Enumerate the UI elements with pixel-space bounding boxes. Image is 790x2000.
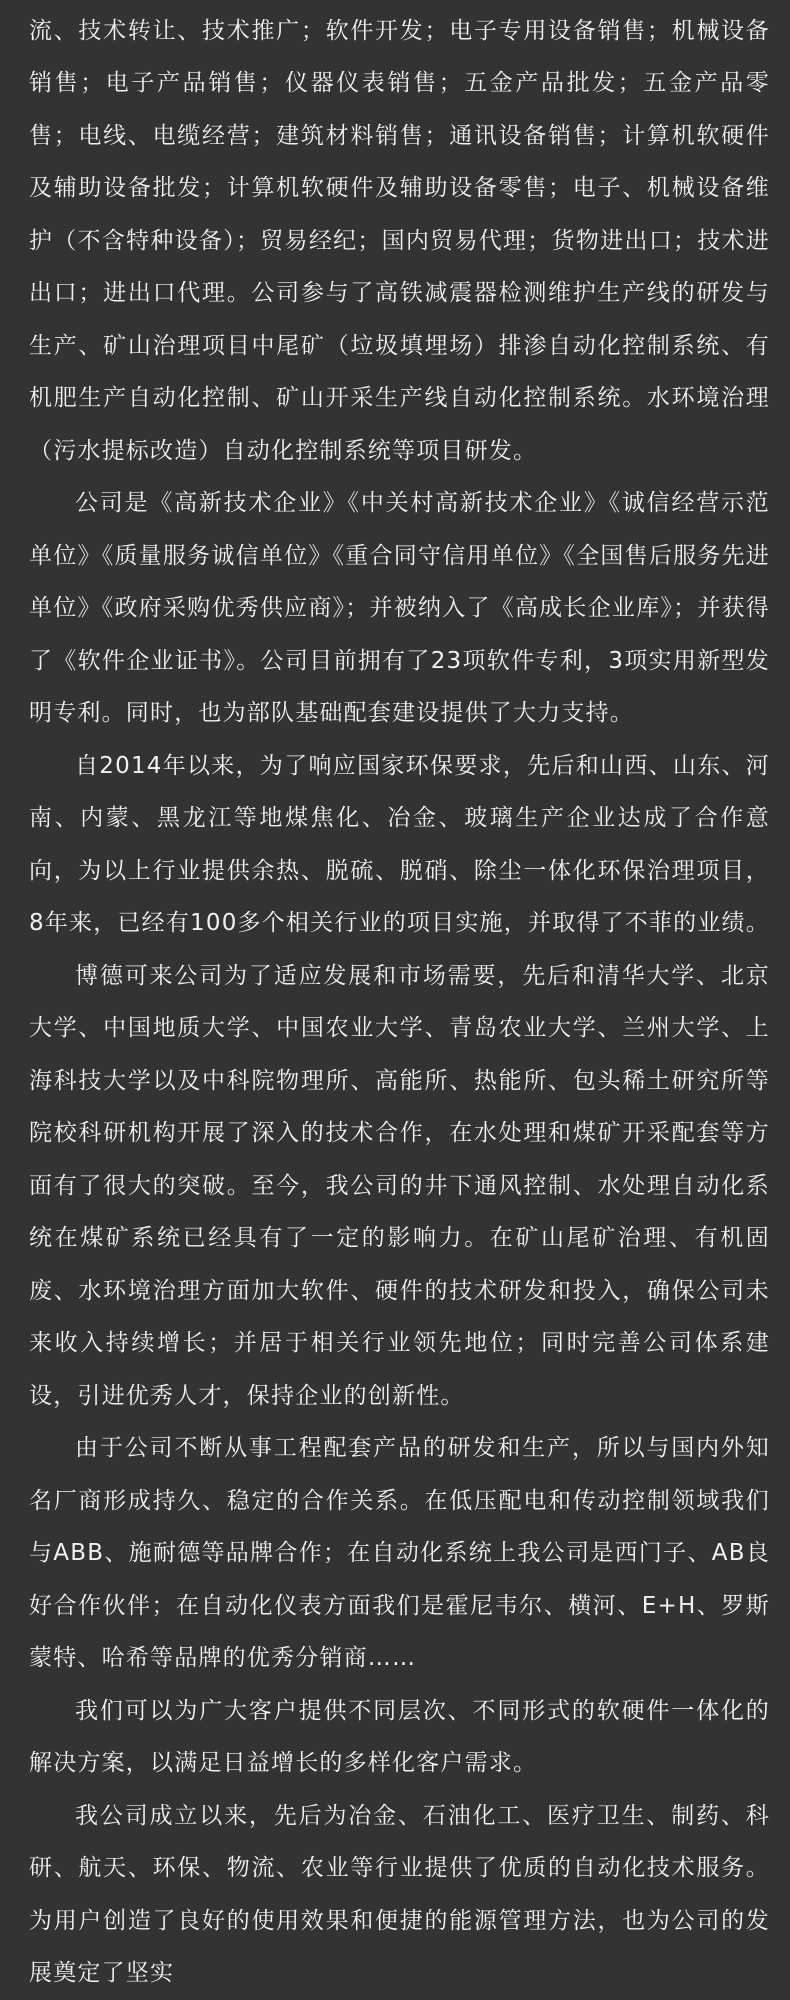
paragraph-environmental-projects: 自2014年以来，为了响应国家环保要求，先后和山西、山东、河南、内蒙、黑龙江等地煤焦化、冶金、玻璃生产企业达成了合作意向，为以上行业提供余热、脱硫、脱硝、除尘一体化环保治理项目，8年来，已经有100多个相关行业的项目实施，并取得了不菲的业绩。 <box>29 752 770 936</box>
paragraph-brand-partners: 由于公司不断从事工程配套产品的研发和生产，所以与国内外知名厂商形成持久、稳定的合作关系。在低压配电和传动控制领域我们与ABB、施耐德等品牌合作；在自动化系统上我公司是西门子、AB良好合作伙伴；在自动化仪表方面我们是霍尼韦尔、横河、E+H、罗斯蒙特、哈希等品牌的优秀分销商…… <box>29 1435 770 1671</box>
paragraph-qualifications: 公司是《高新技术企业》《中关村高新技术企业》《诚信经营示范单位》《质量服务诚信单位》《重合同守信用单位》《全国售后服务先进单位》《政府采购优秀供应商》；并被纳入了《高成长企业库》；并获得了《软件企业证书》。公司目前拥有了23项软件专利，3项实用新型发明专利。同时，也为部队基础配套建设提供了大力支持。 <box>29 490 770 726</box>
paragraph-university-cooperation: 博德可来公司为了适应发展和市场需要，先后和清华大学、北京大学、中国地质大学、中国农业大学、青岛农业大学、兰州大学、上海科技大学以及中科院物理所、高能所、热能所、包头稀土研究所等院校科研机构开展了深入的技术合作，在水处理和煤矿开采配套等方面有了很大的突破。至今，我公司的井下通风控制、水处理自动化系统在煤矿系统已经具有了一定的影响力。在矿山尾矿治理、有机固废、水环境治理方面加大软件、硬件的技术研发和投入，确保公司未来收入持续增长；并居于相关行业领先地位；同时完善公司体系建设，引进优秀人才，保持企业的创新性。 <box>29 962 770 1409</box>
paragraph-business-scope: 流、技术转让、技术推广；软件开发；电子专用设备销售；机械设备销售；电子产品销售；仪器仪表销售；五金产品批发；五金产品零售；电线、电缆经营；建筑材料销售；通讯设备销售；计算机软硬件及辅助设备批发；计算机软硬件及辅助设备零售；电子、机械设备维护（不含特种设备）；贸易经纪；国内贸易代理；货物进出口；技术进出口；进出口代理。公司参与了高铁减震器检测维护生产线的研发与生产、矿山治理项目中尾矿（垃圾填埋场）排渗自动化控制系统、有机肥生产自动化控制、矿山开采生产线自动化控制系统。水环境治理（污水提标改造）自动化控制系统等项目研发。 <box>29 17 770 464</box>
paragraph-industries-served: 我公司成立以来，先后为冶金、石油化工、医疗卫生、制药、科研、航天、环保、物流、农业等行业提供了优质的自动化技术服务。为用户创造了良好的使用效果和便捷的能源管理方法，也为公司的发展奠定了坚实 <box>29 1802 770 1986</box>
paragraph-solutions: 我们可以为广大客户提供不同层次、不同形式的软硬件一体化的解决方案，以满足日益增长的多样化客户需求。 <box>29 1697 770 1776</box>
